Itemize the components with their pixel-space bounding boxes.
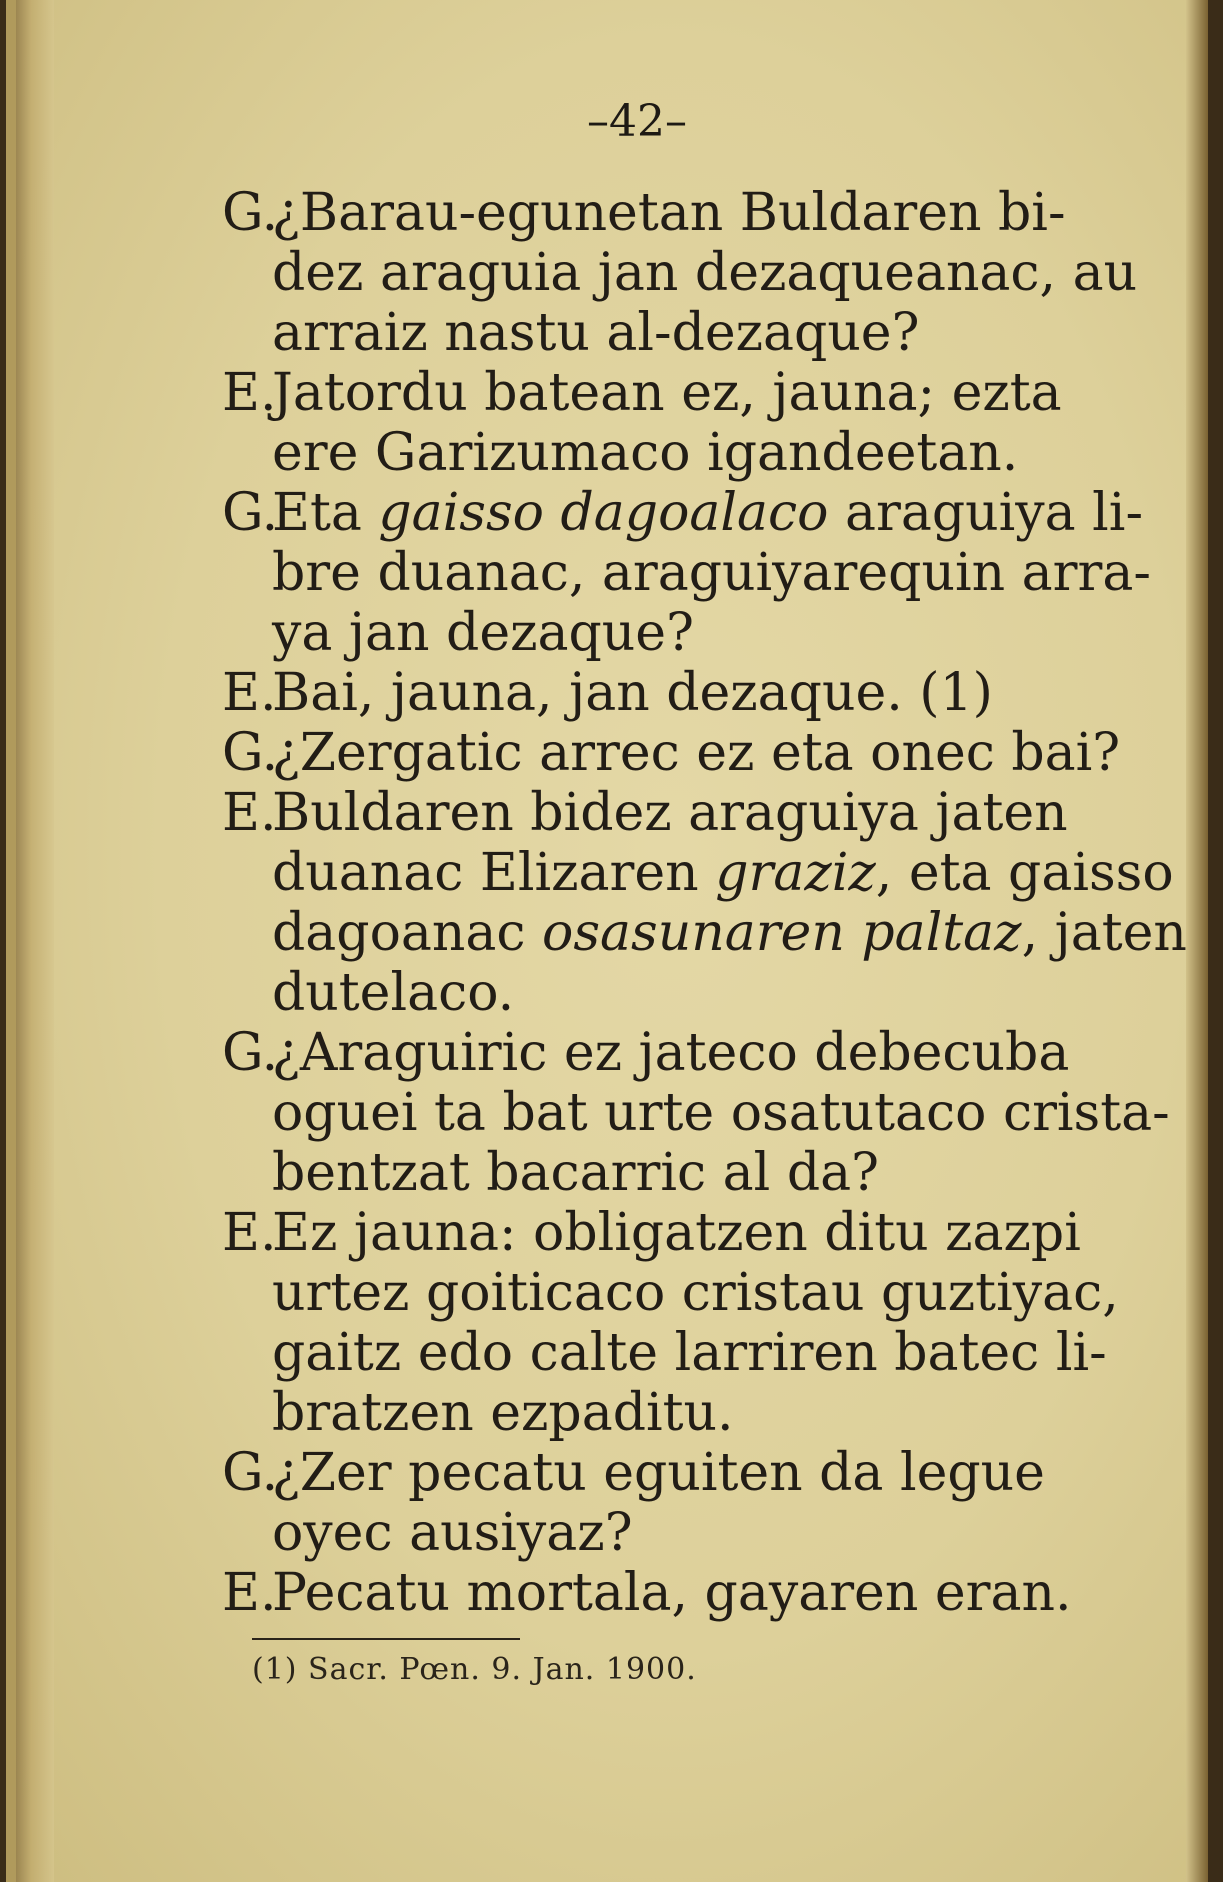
text-run: Ez jauna: obligatzen ditu zazpi — [272, 1203, 1081, 1263]
text-line — [272, 303, 1204, 363]
text-run: ¿Zer pecatu eguiten da legue — [272, 1443, 1045, 1503]
dialogue-entry — [224, 663, 1204, 723]
text-run: Eta — [272, 483, 379, 543]
text-run: ¿Zergatic arrec ez eta onec bai? — [272, 723, 1121, 783]
text-line — [272, 1383, 1204, 1443]
text-line — [272, 1263, 1204, 1323]
speaker-label: E. — [222, 783, 277, 843]
italic-phrase: osasunaren paltaz — [542, 903, 1022, 963]
dialogue-entry — [224, 723, 1204, 783]
text-run: Pecatu mortala, gayaren eran. — [272, 1563, 1072, 1623]
page-gutter — [16, 0, 54, 1882]
text-run: oguei ta bat urte osatutaco crista- — [272, 1083, 1170, 1143]
dialogue-entry — [224, 1023, 1204, 1203]
dialogue-entry — [224, 1443, 1204, 1563]
text-run: Buldaren bidez araguiya jaten — [272, 783, 1068, 843]
text-run: oyec ausiyaz? — [272, 1503, 633, 1563]
italic-phrase: graziz — [715, 843, 876, 903]
text-line — [272, 183, 1204, 243]
dialogue-entry — [224, 183, 1204, 363]
dialogue-entry — [224, 1563, 1204, 1623]
text-run: bre duanac, araguiyarequin arra- — [272, 543, 1151, 603]
text-run: , jaten — [1021, 903, 1187, 963]
footnote-rule — [252, 1638, 520, 1640]
text-run: gaitz edo calte larriren batec li- — [272, 1323, 1107, 1383]
text-line — [272, 363, 1204, 423]
text-line — [272, 1503, 1204, 1563]
text-line — [272, 243, 1204, 303]
text-line — [272, 543, 1204, 603]
text-run: arraiz nastu al-dezaque? — [272, 303, 920, 363]
italic-phrase: gaisso dagoalaco — [378, 483, 829, 543]
text-run: ya jan dezaque? — [272, 603, 694, 663]
page-number: –42– — [587, 96, 687, 147]
text-run: dutelaco. — [272, 963, 515, 1023]
text-line — [272, 963, 1204, 1023]
text-line — [272, 603, 1204, 663]
speaker-label: G. — [222, 1443, 279, 1503]
text-line — [272, 783, 1204, 843]
book-page — [6, 0, 1208, 1882]
text-run: Jatordu batean ez, jauna; ezta — [272, 363, 1062, 423]
dialogue-entry — [224, 1203, 1204, 1443]
speaker-label: G. — [222, 1023, 279, 1083]
text-line — [272, 1083, 1204, 1143]
footnote: (1) Sacr. Pœn. 9. Jan. 1900. — [252, 1652, 697, 1687]
text-line — [272, 483, 1204, 543]
speaker-label: G. — [222, 483, 279, 543]
speaker-label: G. — [222, 723, 279, 783]
text-run: araguiya li- — [828, 483, 1144, 543]
text-run: ¿Barau-egunetan Buldaren bi- — [272, 183, 1066, 243]
text-run: duanac Elizaren — [272, 843, 716, 903]
text-line — [272, 1563, 1204, 1623]
text-run: dez araguia jan dezaqueanac, au — [272, 243, 1138, 303]
text-line — [272, 1023, 1204, 1083]
speaker-label: E. — [222, 1203, 277, 1263]
catechism-text — [224, 183, 1204, 1623]
text-line — [272, 1203, 1204, 1263]
text-run: , eta gaisso — [875, 843, 1174, 903]
text-line — [272, 1323, 1204, 1383]
dialogue-entry — [224, 783, 1204, 1023]
speaker-label: G. — [222, 183, 279, 243]
dialogue-entry — [224, 483, 1204, 663]
text-line — [272, 1143, 1204, 1203]
text-line — [272, 723, 1204, 783]
text-run: dagoanac — [272, 903, 543, 963]
text-line — [272, 423, 1204, 483]
text-run: ¿Araguiric ez jateco debecuba — [272, 1023, 1070, 1083]
speaker-label: E. — [222, 1563, 277, 1623]
text-run: ere Garizumaco igandeetan. — [272, 423, 1019, 483]
text-run: bratzen ezpaditu. — [272, 1383, 734, 1443]
speaker-label: E. — [222, 363, 277, 423]
text-line — [272, 663, 1204, 723]
speaker-label: E. — [222, 663, 277, 723]
text-line — [272, 1443, 1204, 1503]
text-line — [272, 843, 1204, 903]
dialogue-entry — [224, 363, 1204, 483]
text-run: bentzat bacarric al da? — [272, 1143, 880, 1203]
text-line — [272, 903, 1204, 963]
text-run: urtez goiticaco cristau guztiyac, — [272, 1263, 1119, 1323]
text-run: Bai, jauna, jan dezaque. (1) — [272, 663, 993, 723]
